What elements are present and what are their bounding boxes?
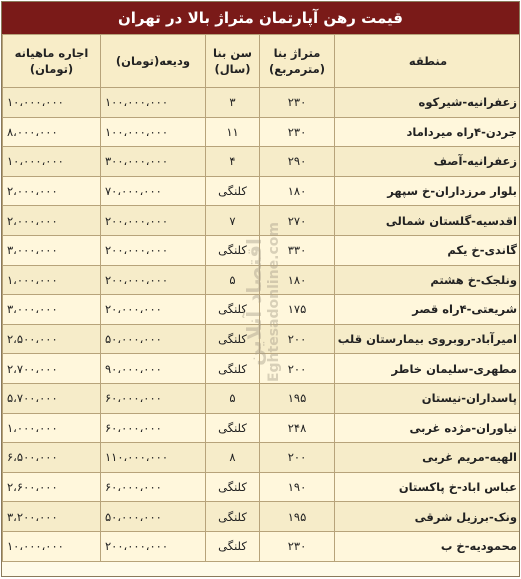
cell-building-size: ۲۰۰ <box>260 354 335 384</box>
cell-monthly-rent: ۲،۶۰۰،۰۰۰ <box>3 472 101 502</box>
cell-area: الهیه-مریم غربی <box>335 443 521 473</box>
cell-building-age: کلنگی <box>206 324 260 354</box>
cell-deposit: ۹۰،۰۰۰،۰۰۰ <box>101 354 206 384</box>
cell-deposit: ۱۰۰،۰۰۰،۰۰۰ <box>101 117 206 147</box>
table-header-row <box>3 35 521 88</box>
cell-building-size: ۱۸۰ <box>260 176 335 206</box>
cell-building-age: کلنگی <box>206 472 260 502</box>
cell-building-size: ۲۴۸ <box>260 413 335 443</box>
cell-monthly-rent: ۳،۰۰۰،۰۰۰ <box>3 295 101 325</box>
cell-building-age: ۵ <box>206 265 260 295</box>
cell-building-size: ۲۳۰ <box>260 88 335 118</box>
cell-monthly-rent: ۶،۵۰۰،۰۰۰ <box>3 443 101 473</box>
cell-building-size: ۳۳۰ <box>260 235 335 265</box>
cell-area: جردن-۴راه میرداماد <box>335 117 521 147</box>
cell-building-size: ۱۸۰ <box>260 265 335 295</box>
cell-building-age: کلنگی <box>206 531 260 561</box>
cell-deposit: ۲۰۰،۰۰۰،۰۰۰ <box>101 531 206 561</box>
cell-deposit: ۱۰۰،۰۰۰،۰۰۰ <box>101 88 206 118</box>
cell-monthly-rent: ۱،۰۰۰،۰۰۰ <box>3 413 101 443</box>
table-row <box>3 235 521 265</box>
table-row <box>3 472 521 502</box>
cell-building-size: ۲۳۰ <box>260 531 335 561</box>
cell-deposit: ۵۰،۰۰۰،۰۰۰ <box>101 324 206 354</box>
table-row <box>3 324 521 354</box>
header-building-age: سن بنا (سال) <box>206 35 260 88</box>
header-area: منطقه <box>335 35 521 88</box>
table-row <box>3 88 521 118</box>
cell-building-age: کلنگی <box>206 502 260 532</box>
cell-deposit: ۱۱۰،۰۰۰،۰۰۰ <box>101 443 206 473</box>
cell-monthly-rent: ۳،۲۰۰،۰۰۰ <box>3 502 101 532</box>
cell-monthly-rent: ۱۰،۰۰۰،۰۰۰ <box>3 88 101 118</box>
cell-building-size: ۱۹۰ <box>260 472 335 502</box>
table-row <box>3 176 521 206</box>
table-row <box>3 354 521 384</box>
cell-building-size: ۲۷۰ <box>260 206 335 236</box>
cell-area: شریعتی-۴راه قصر <box>335 295 521 325</box>
cell-monthly-rent: ۵،۷۰۰،۰۰۰ <box>3 383 101 413</box>
cell-building-age: ۱۱ <box>206 117 260 147</box>
table-row <box>3 443 521 473</box>
header-monthly-rent: اجاره ماهیانه (تومان) <box>3 35 101 88</box>
header-building-size: متراژ بنا (مترمربع) <box>260 35 335 88</box>
cell-area: زعفرانیه-شیرکوه <box>335 88 521 118</box>
cell-monthly-rent: ۱۰،۰۰۰،۰۰۰ <box>3 531 101 561</box>
cell-deposit: ۶۰،۰۰۰،۰۰۰ <box>101 472 206 502</box>
watermark-url: Eghtesadonline.com <box>266 222 282 383</box>
cell-area: ونلجک-خ هشتم <box>335 265 521 295</box>
cell-area: نیاوران-مژده غربی <box>335 413 521 443</box>
cell-deposit: ۲۰۰،۰۰۰،۰۰۰ <box>101 265 206 295</box>
cell-area: مطهری-سلیمان خاطر <box>335 354 521 384</box>
cell-building-age: ۳ <box>206 88 260 118</box>
cell-building-age: کلنگی <box>206 295 260 325</box>
cell-building-age: کلنگی <box>206 176 260 206</box>
cell-area: پاسداران-نیستان <box>335 383 521 413</box>
cell-area: عباس اباد-خ پاکستان <box>335 472 521 502</box>
page-title: قیمت رهن آپارتمان متراژ بالا در تهران <box>2 2 519 34</box>
table-row <box>3 147 521 177</box>
table-row <box>3 206 521 236</box>
cell-deposit: ۶۰،۰۰۰،۰۰۰ <box>101 383 206 413</box>
cell-deposit: ۲۰۰،۰۰۰،۰۰۰ <box>101 206 206 236</box>
cell-monthly-rent: ۲،۷۰۰،۰۰۰ <box>3 354 101 384</box>
cell-building-size: ۱۷۵ <box>260 295 335 325</box>
cell-monthly-rent: ۳،۰۰۰،۰۰۰ <box>3 235 101 265</box>
cell-monthly-rent: ۲،۰۰۰،۰۰۰ <box>3 176 101 206</box>
watermark-text: اقتصاد آنلاین <box>242 238 266 366</box>
cell-monthly-rent: ۲،۵۰۰،۰۰۰ <box>3 324 101 354</box>
cell-area: محمودیه-خ ب <box>335 531 521 561</box>
cell-building-size: ۱۹۵ <box>260 502 335 532</box>
table-row <box>3 265 521 295</box>
cell-deposit: ۶۰،۰۰۰،۰۰۰ <box>101 413 206 443</box>
table-row <box>3 295 521 325</box>
cell-deposit: ۲۰۰،۰۰۰،۰۰۰ <box>101 235 206 265</box>
cell-building-size: ۲۰۰ <box>260 324 335 354</box>
cell-area: گاندی-خ یکم <box>335 235 521 265</box>
cell-building-age: کلنگی <box>206 235 260 265</box>
cell-monthly-rent: ۱۰،۰۰۰،۰۰۰ <box>3 147 101 177</box>
price-table-card <box>1 1 520 577</box>
cell-building-age: ۵ <box>206 383 260 413</box>
cell-monthly-rent: ۱،۰۰۰،۰۰۰ <box>3 265 101 295</box>
cell-deposit: ۵۰،۰۰۰،۰۰۰ <box>101 502 206 532</box>
cell-building-size: ۲۰۰ <box>260 443 335 473</box>
cell-deposit: ۳۰۰،۰۰۰،۰۰۰ <box>101 147 206 177</box>
cell-building-size: ۱۹۵ <box>260 383 335 413</box>
cell-area: اقدسیه-گلستان شمالی <box>335 206 521 236</box>
table-row <box>3 531 521 561</box>
cell-building-age: ۸ <box>206 443 260 473</box>
table-row <box>3 117 521 147</box>
cell-area: بلوار مرزداران-خ سپهر <box>335 176 521 206</box>
cell-building-size: ۲۳۰ <box>260 117 335 147</box>
cell-area: ونک-برزیل شرقی <box>335 502 521 532</box>
header-deposit: ودیعه(تومان) <box>101 35 206 88</box>
cell-building-age: ۴ <box>206 147 260 177</box>
cell-monthly-rent: ۲،۰۰۰،۰۰۰ <box>3 206 101 236</box>
table-row <box>3 413 521 443</box>
cell-area: امیرآباد-روبروی بیمارستان قلب <box>335 324 521 354</box>
cell-building-age: ۷ <box>206 206 260 236</box>
table-row <box>3 383 521 413</box>
cell-area: زعفرانیه-آصف <box>335 147 521 177</box>
table-row <box>3 502 521 532</box>
cell-building-age: کلنگی <box>206 413 260 443</box>
price-table <box>2 34 520 562</box>
cell-monthly-rent: ۸،۰۰۰،۰۰۰ <box>3 117 101 147</box>
cell-building-size: ۲۹۰ <box>260 147 335 177</box>
cell-deposit: ۷۰،۰۰۰،۰۰۰ <box>101 176 206 206</box>
cell-building-age: کلنگی <box>206 354 260 384</box>
cell-deposit: ۲۰،۰۰۰،۰۰۰ <box>101 295 206 325</box>
